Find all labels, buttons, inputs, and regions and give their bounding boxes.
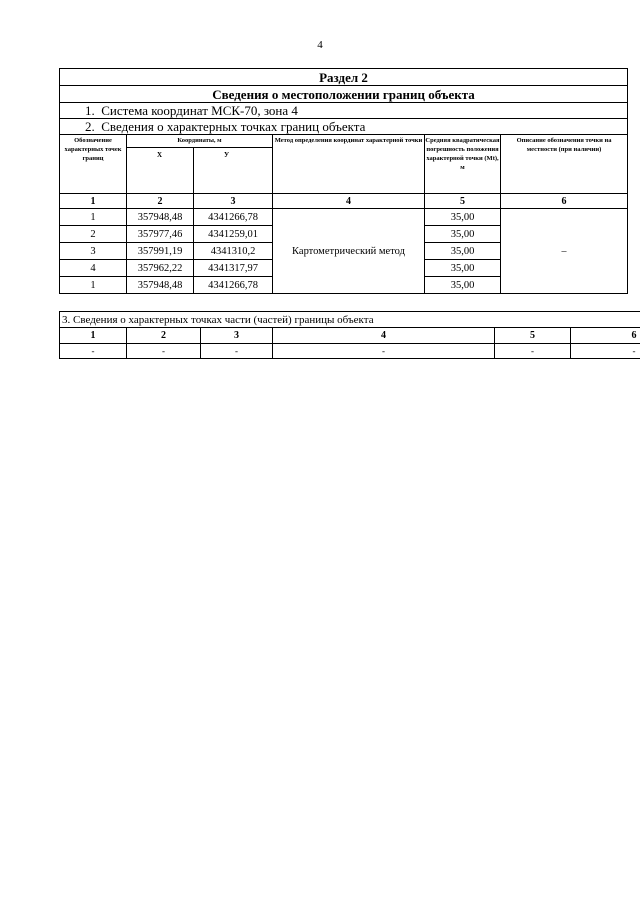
header-method: Метод определения координат характерной точки — [273, 135, 425, 194]
error-value: 35,00 — [425, 226, 501, 243]
page-number: 4 — [317, 39, 323, 51]
x-value: 357962,22 — [127, 260, 194, 277]
column-number: 3 — [201, 328, 273, 344]
point-id: 1 — [60, 277, 127, 294]
column-number: 3 — [194, 194, 273, 209]
item-number: 1. — [85, 102, 95, 118]
y-value: 4341310,2 — [194, 243, 273, 260]
y-value: 4341259,01 — [194, 226, 273, 243]
x-value: 357977,46 — [127, 226, 194, 243]
x-value: 357948,48 — [127, 277, 194, 294]
description-value: – — [501, 209, 628, 294]
column-number: 5 — [425, 194, 501, 209]
boundary-points-item — [60, 119, 628, 135]
column-number: 4 — [273, 194, 425, 209]
item-text: Сведения о характерных точках границ объекта — [101, 118, 366, 134]
error-value: 35,00 — [425, 243, 501, 260]
part-points-table — [59, 311, 640, 359]
method-value: Картометрический метод — [273, 209, 425, 294]
empty-value: - — [60, 344, 127, 359]
item-number: 2. — [85, 118, 95, 134]
error-value: 35,00 — [425, 277, 501, 294]
column-number: 2 — [127, 328, 201, 344]
header-designation: Обозначение характерных точек границ — [60, 135, 127, 194]
column-number: 4 — [273, 328, 495, 344]
error-value: 35,00 — [425, 209, 501, 226]
table-row — [60, 209, 628, 226]
column-number: 5 — [495, 328, 571, 344]
empty-value: - — [201, 344, 273, 359]
header-y: У — [194, 148, 273, 194]
header-x: X — [127, 148, 194, 194]
column-number: 1 — [60, 194, 127, 209]
boundary-points-table — [59, 68, 628, 294]
header-error: Средняя квадратическая погрешность положения характерной точки (Мt), м — [425, 135, 501, 194]
y-value: 4341266,78 — [194, 209, 273, 226]
section-subtitle: Сведения о местоположении границ объекта — [60, 86, 628, 103]
point-id: 1 — [60, 209, 127, 226]
table-row — [60, 344, 640, 359]
item-text: Система координат МСК-70, зона 4 — [101, 102, 298, 118]
section-title: Раздел 2 — [60, 69, 628, 86]
y-value: 4341317,97 — [194, 260, 273, 277]
section3-title: 3. Сведения о характерных точках части (частей) границы объекта — [60, 312, 640, 328]
empty-value: - — [495, 344, 571, 359]
point-id: 3 — [60, 243, 127, 260]
column-number: 6 — [571, 328, 640, 344]
column-number: 1 — [60, 328, 127, 344]
header-coordinates: Координаты, м — [127, 135, 273, 148]
empty-value: - — [127, 344, 201, 359]
point-id: 2 — [60, 226, 127, 243]
error-value: 35,00 — [425, 260, 501, 277]
column-number: 2 — [127, 194, 194, 209]
column-number: 6 — [501, 194, 628, 209]
y-value: 4341266,78 — [194, 277, 273, 294]
empty-value: - — [571, 344, 640, 359]
empty-value: - — [273, 344, 495, 359]
header-description: Описание обозначения точки на местности (при наличии) — [501, 135, 628, 194]
point-id: 4 — [60, 260, 127, 277]
coordinate-system-item — [60, 103, 628, 119]
x-value: 357948,48 — [127, 209, 194, 226]
x-value: 357991,19 — [127, 243, 194, 260]
